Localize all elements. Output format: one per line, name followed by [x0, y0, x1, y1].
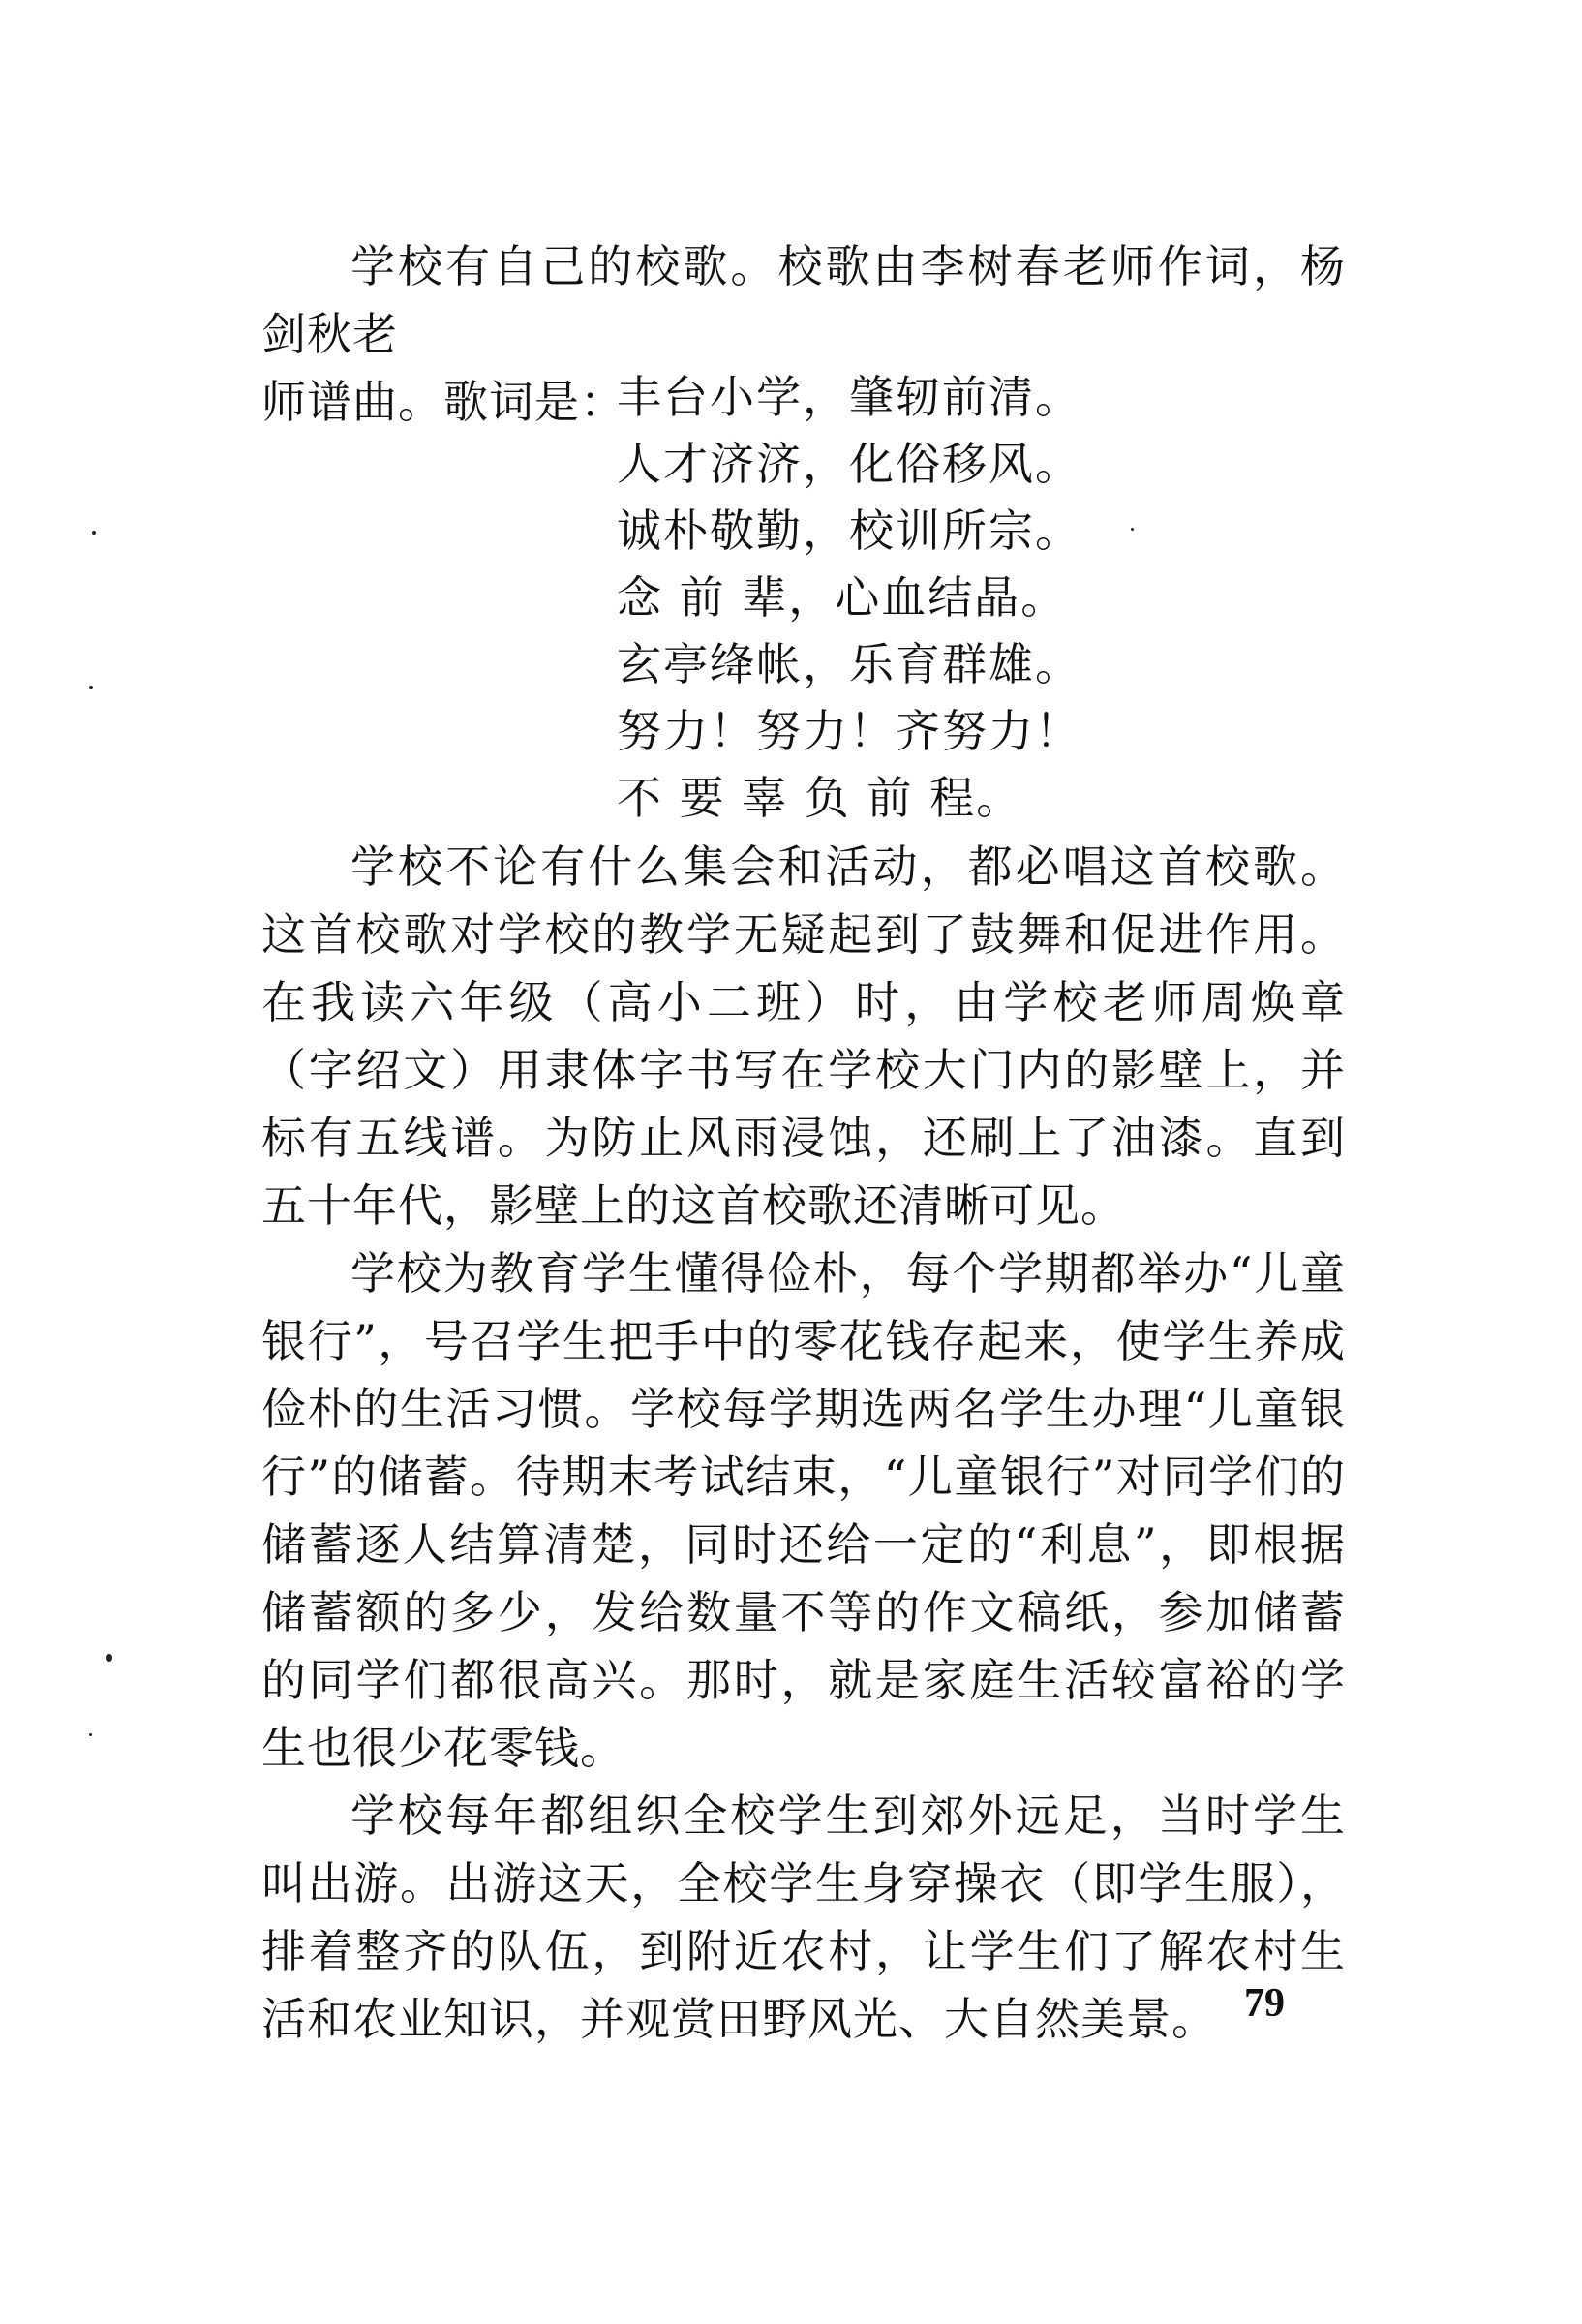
scan-speck — [89, 686, 93, 689]
scan-speck — [106, 1654, 112, 1662]
lyric-line: 不 要 辜 负 前 程。 — [617, 772, 1023, 824]
body-paragraphs — [261, 833, 1346, 2053]
lyric-line: 念 前 辈，心血结晶。 — [617, 571, 1068, 624]
lyric-line: 玄亭绛帐，乐育群雄。 — [617, 638, 1081, 690]
school-song-lyrics — [617, 364, 1081, 832]
lyric-line: 诚朴敬勤，校训所宗。 — [617, 505, 1081, 557]
lyric-line: 人才济济，化俗移风。 — [617, 438, 1081, 490]
scan-speck — [1131, 528, 1134, 531]
paragraph-children-bank: 学校为教育学生懂得俭朴，每个学期都举办“儿童银行”，号召学生把手中的零花钱存起来，使学生养成俭朴的生活习惯。学校每学期选两名学生办理“儿童银行”的储蓄。待期末考试结束，“儿童银行”对同学们的储蓄逐人结算清楚，同时还给一定的“利息”，即根据储蓄额的多少，发给数量不等的作文稿纸，参加储蓄的同学们都很高兴。那时，就是家庭生活较富裕的学生也很少花零钱。 — [261, 1247, 1346, 1774]
scan-speck — [92, 531, 96, 535]
lyric-line: 丰台小学，肇轫前清。 — [617, 371, 1081, 423]
lyric-line: 努力！努力！齐努力！ — [617, 705, 1081, 757]
page-number: 79 — [1244, 1981, 1285, 2026]
paragraph-school-song-usage: 学校不论有什么集会和活动，都必唱这首校歌。这首校歌对学校的教学无疑起到了鼓舞和促进作用。在我读六年级（高小二班）时，由学校老师周焕章（字绍文）用隶体字书写在学校大门内的影壁上，并标有五线谱。为防止风雨浸蚀，还刷上了油漆。直到五十年代，影壁上的这首校歌还清晰可见。 — [261, 841, 1346, 1232]
paragraph-outing: 学校每年都组织全校学生到郊外远足，当时学生叫出游。出游这天，全校学生身穿操衣（即学生服），排着整齐的队伍，到附近农村，让学生们了解农村生活和农业知识，并观赏田野风光、大自然美景。 — [261, 1789, 1346, 2045]
intro-line-2: 师谱曲。歌词是： — [261, 376, 625, 428]
scan-speck — [89, 1733, 92, 1736]
intro-line-1: 学校有自己的校歌。校歌由李树春老师作词，杨剑秋老 — [261, 240, 1346, 360]
